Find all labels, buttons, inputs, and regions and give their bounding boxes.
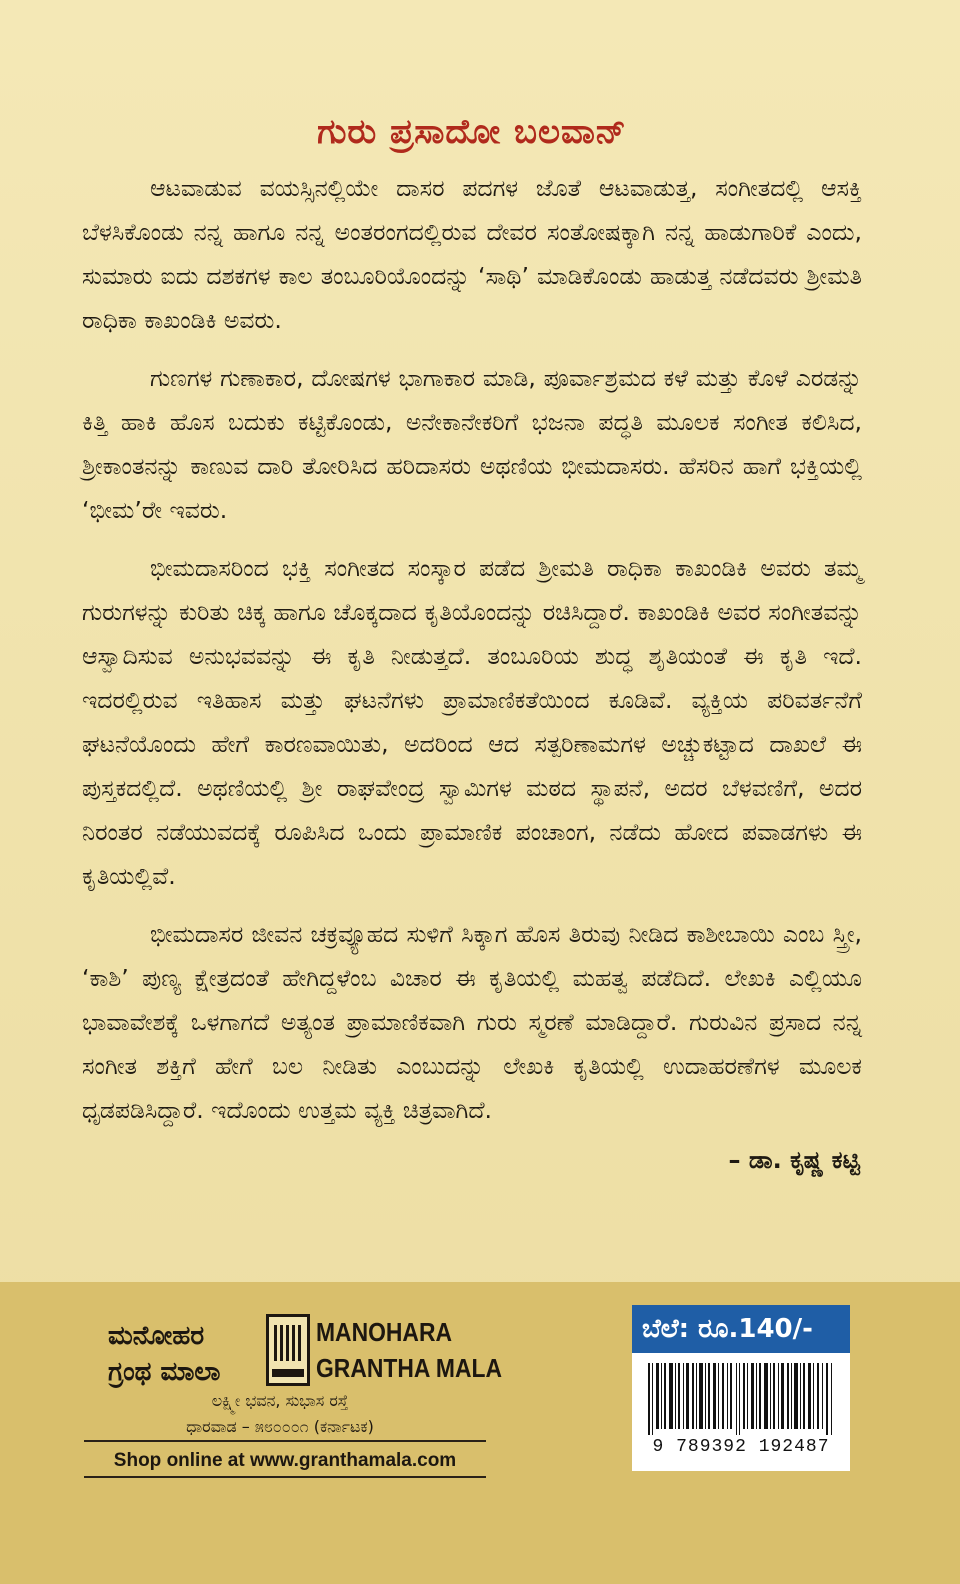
publisher-name-english <box>316 1314 502 1386</box>
signature: – ಡಾ. ಕೃಷ್ಣ ಕಟ್ಟಿ <box>728 1146 860 1174</box>
address-line-2: ಧಾರವಾಡ – ೫೮೦೦೦೧ (ಕರ್ನಾಟಕ) <box>186 1417 374 1436</box>
isbn-barcode <box>632 1353 850 1471</box>
publisher-english-line-2: GRANTHA MALA <box>316 1353 502 1383</box>
divider-bottom <box>84 1476 486 1478</box>
publisher-english-line-1: MANOHARA <box>316 1317 453 1347</box>
publisher-kannada-line-2: ಗ್ರಂಥ ಮಾಲಾ <box>108 1357 221 1387</box>
divider-top <box>84 1440 486 1442</box>
isbn-number: 9 789392 192487 <box>652 1437 830 1457</box>
shop-online-link[interactable]: Shop online at www.granthamala.com <box>113 1450 457 1471</box>
barcode-icon <box>644 1363 838 1435</box>
publisher-address <box>80 1388 480 1440</box>
publisher-kannada-line-1: ಮನೋಹರ <box>108 1321 205 1351</box>
price-badge: ಬೆಲೆ: ರೂ.140/- <box>632 1305 850 1353</box>
blurb-paragraph-1: ಆಟವಾಡುವ ವಯಸ್ಸಿನಲ್ಲಿಯೇ ದಾಸರ ಪದಗಳ ಜೊತೆ ಆಟವಾಡುತ್ತ, ಸಂಗೀತದಲ್ಲಿ ಆಸಕ್ತಿ ಬೆಳಸಿಕೊಂಡು ನನ್ನ ಹಾಗೂ ನನ್ನ ಅಂತರಂಗದಲ್ಲಿರುವ ದೇವರ ಸಂತೋಷಕ್ಕಾಗಿ ನನ್ನ ಹಾಡುಗಾರಿಕೆ ಎಂದು, ಸುಮಾರು ಐದು ದಶಕಗಳ ಕಾಲ ತಂಬೂರಿಯೊಂದನ್ನು ‘ಸಾಥಿ’ ಮಾಡಿಕೊಂಡು ಹಾಡುತ್ತ ನಡೆದವರು ಶ್ರೀಮತಿ ರಾಧಿಕಾ ಕಾಖಂಡಿಕಿ ಅವರು. <box>82 174 862 334</box>
blurb-title: ಗುರು ಪ್ರಸಾದೋ ಬಲವಾನ್ <box>317 112 627 152</box>
blurb-paragraph-3: ಭೀಮದಾಸರಿಂದ ಭಕ್ತಿ ಸಂಗೀತದ ಸಂಸ್ಕಾರ ಪಡೆದ ಶ್ರೀಮತಿ ರಾಧಿಕಾ ಕಾಖಂಡಿಕಿ ಅವರು ತಮ್ಮ ಗುರುಗಳನ್ನು ಕುರಿತು ಚಿಕ್ಕ ಹಾಗೂ ಚೊಕ್ಕದಾದ ಕೃತಿಯೊಂದನ್ನು ರಚಿಸಿದ್ದಾರೆ. ಕಾಖಂಡಿಕಿ ಅವರ ಸಂಗೀತವನ್ನು ಆಸ್ವಾದಿಸುವ ಅನುಭವವನ್ನು ಈ ಕೃತಿ ನೀಡುತ್ತದೆ. ತಂಬೂರಿಯ ಶುದ್ಧ ಶೃತಿಯಂತೆ ಈ ಕೃತಿ ಇದೆ. ಇದರಲ್ಲಿರುವ ಇತಿಹಾಸ ಮತ್ತು ಘಟನೆಗಳು ಪ್ರಾಮಾಣಿಕತೆಯಿಂದ ಕೂಡಿವೆ. ವ್ಯಕ್ತಿಯ ಪರಿವರ್ತನೆಗೆ ಘಟನೆಯೊಂದು ಹೇಗೆ ಕಾರಣವಾಯಿತು, ಅದರಿಂದ ಆದ ಸತ್ಪರಿಣಾಮಗಳ ಅಚ್ಚುಕಟ್ಟಾದ ದಾಖಲೆ ಈ ಪುಸ್ತಕದಲ್ಲಿದೆ. ಅಥಣಿಯಲ್ಲಿ ಶ್ರೀ ರಾಘವೇಂದ್ರ ಸ್ವಾಮಿಗಳ ಮಠದ ಸ್ಥಾಪನೆ, ಅದರ ಬೆಳವಣಿಗೆ, ಅದರ ನಿರಂತರ ನಡೆಯುವದಕ್ಕೆ ರೂಪಿಸಿದ ಒಂದು ಪ್ರಾಮಾಣಿಕ ಪಂಚಾಂಗ, ನಡೆದು ಹೋದ ಪವಾಡಗಳು ಈ ಕೃತಿಯಲ್ಲಿವೆ. <box>82 554 862 890</box>
address-line-1: ಲಕ್ಷ್ಮೀ ಭವನ, ಸುಭಾಸ ರಸ್ತೆ <box>211 1391 349 1410</box>
publisher-name-kannada <box>108 1318 220 1390</box>
blurb-paragraph-4: ಭೀಮದಾಸರ ಜೀವನ ಚಕ್ರವ್ಯೂಹದ ಸುಳಿಗೆ ಸಿಕ್ಕಾಗ ಹೊಸ ತಿರುವು ನೀಡಿದ ಕಾಶೀಬಾಯಿ ಎಂಬ ಸ್ತ್ರೀ, ‘ಕಾಶಿ’ ಪುಣ್ಯ ಕ್ಷೇತ್ರದಂತೆ ಹೇಗಿದ್ದಳೆಂಬ ವಿಚಾರ ಈ ಕೃತಿಯಲ್ಲಿ ಮಹತ್ವ ಪಡೆದಿದೆ. ಲೇಖಕಿ ಎಲ್ಲಿಯೂ ಭಾವಾವೇಶಕ್ಕೆ ಒಳಗಾಗದೆ ಅತ್ಯಂತ ಪ್ರಾಮಾಣಿಕವಾಗಿ ಗುರು ಸ್ಮರಣೆ ಮಾಡಿದ್ದಾರೆ. ಗುರುವಿನ ಪ್ರಸಾದ ನನ್ನ ಸಂಗೀತ ಶಕ್ತಿಗೆ ಹೇಗೆ ಬಲ ನೀಡಿತು ಎಂಬುದನ್ನು ಲೇಖಕಿ ಕೃತಿಯಲ್ಲಿ ಉದಾಹರಣೆಗಳ ಮೂಲಕ ಧೃಡಪಡಿಸಿದ್ದಾರೆ. ಇದೊಂದು ಉತ್ತಮ ವ್ಯಕ್ತಿ ಚಿತ್ರವಾಗಿದೆ. <box>82 920 862 1124</box>
blurb-section <box>82 112 862 1174</box>
blurb-paragraph-2: ಗುಣಗಳ ಗುಣಾಕಾರ, ದೋಷಗಳ ಭಾಗಾಕಾರ ಮಾಡಿ, ಪೂರ್ವಾಶ್ರಮದ ಕಳೆ ಮತ್ತು ಕೊಳೆ ಎರಡನ್ನು ಕಿತ್ತಿ ಹಾಕಿ ಹೊಸ ಬದುಕು ಕಟ್ಟಿಕೊಂಡು, ಅನೇಕಾನೇಕರಿಗೆ ಭಜನಾ ಪದ್ಧತಿ ಮೂಲಕ ಸಂಗೀತ ಕಲಿಸಿದ, ಶ್ರೀಕಾಂತನನ್ನು ಕಾಣುವ ದಾರಿ ತೋರಿಸಿದ ಹರಿದಾಸರು ಅಥಣಿಯ ಭೀಮದಾಸರು. ಹೆಸರಿನ ಹಾಗೆ ಭಕ್ತಿಯಲ್ಲಿ ‘ಭೀಮ’ರೇ ಇವರು. <box>82 364 862 524</box>
publisher-logo-icon <box>266 1314 310 1386</box>
